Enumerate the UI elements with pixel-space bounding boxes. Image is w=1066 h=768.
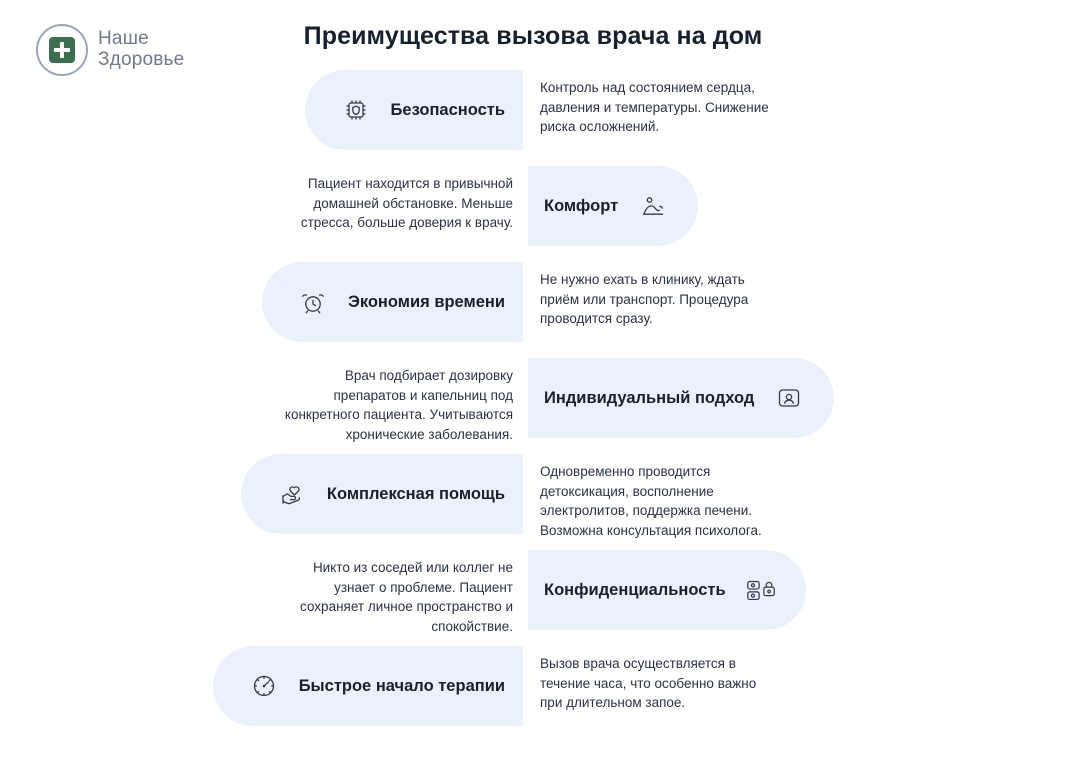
privacy-lock-icon (744, 573, 778, 607)
alarm-clock-icon (296, 285, 330, 319)
benefit-pill[interactable] (528, 358, 834, 438)
benefit-row (0, 646, 1066, 742)
benefit-pill[interactable] (213, 646, 523, 726)
hand-heart-icon (275, 477, 309, 511)
benefit-description: Не нужно ехать в клинику, ждать приём или транспорт. Процедура проводится сразу. (540, 272, 749, 327)
benefit-description: Контроль над состоянием сердца, давления и температуры. Снижение риска осложнений. (540, 80, 769, 135)
benefit-label: Индивидуальный подход (544, 388, 755, 407)
benefit-label: Быстрое начало терапии (298, 676, 505, 695)
benefit-label: Экономия времени (348, 292, 505, 311)
user-card-icon (772, 381, 806, 415)
benefit-row (0, 454, 1066, 550)
benefit-pill[interactable] (528, 166, 698, 246)
speedometer-icon (247, 669, 281, 703)
page-title: Преимущества вызова врача на дом (303, 22, 763, 50)
benefit-description: Вызов врача осуществляется в течение часа, что особенно важно при длительном запое. (540, 656, 757, 711)
benefit-pill[interactable] (241, 454, 523, 534)
benefit-label: Комфорт (544, 196, 619, 215)
benefit-row (0, 550, 1066, 646)
shield-chip-icon (339, 93, 373, 127)
benefit-label: Комплексная помощь (326, 484, 505, 503)
benefit-description: Врач подбирает дозировку препаратов и капельниц под конкретного пациента. Учитываются хронические заболевания. (284, 368, 513, 442)
brand-name-line1: Наше (98, 28, 149, 50)
benefit-pill[interactable] (262, 262, 523, 342)
benefit-row (0, 166, 1066, 262)
benefit-row (0, 358, 1066, 454)
benefit-row (0, 70, 1066, 166)
benefit-description: Никто из соседей или коллег не узнает о проблеме. Пациент сохраняет личное пространство и спокойствие. (300, 560, 513, 634)
relax-person-icon (636, 189, 670, 223)
benefit-description: Одновременно проводится детоксикация, восполнение электролитов, поддержка печени. Возможна консультация психолога. (540, 464, 762, 538)
benefit-description: Пациент находится в привычной домашней обстановке. Меньше стресса, больше доверия к врачу. (300, 176, 513, 231)
benefit-label: Безопасность (390, 100, 505, 119)
benefit-row (0, 262, 1066, 358)
benefit-label: Конфиденциальность (544, 580, 726, 599)
benefits-list (0, 70, 1066, 742)
brand-name-line2: Здоровье (98, 49, 185, 70)
benefit-pill[interactable] (528, 550, 806, 630)
benefit-pill[interactable] (305, 70, 523, 150)
